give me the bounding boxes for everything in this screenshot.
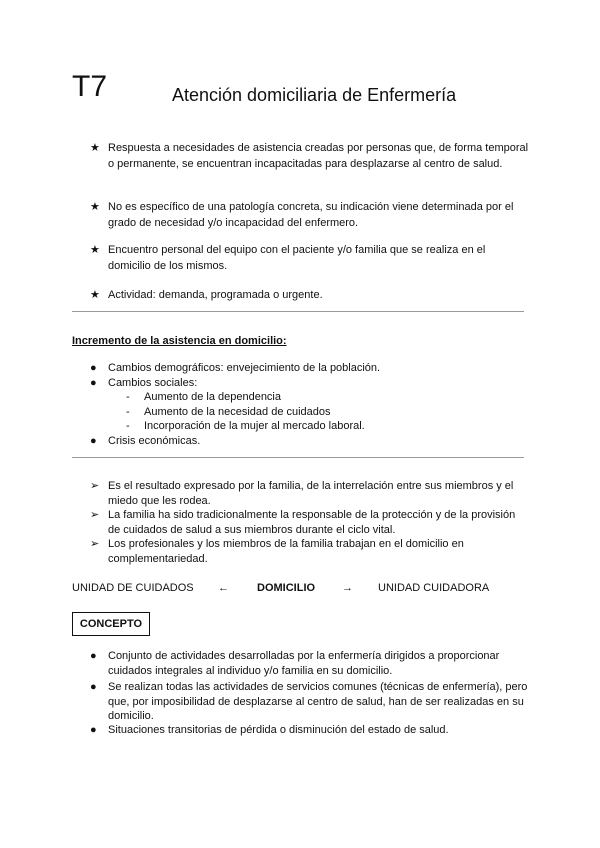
- bullet-icon: ●: [90, 724, 97, 736]
- arrow-bullet-icon: ➢: [90, 538, 100, 550]
- star-icon: ★: [90, 142, 100, 154]
- list-item-text: Cambios sociales:: [108, 377, 198, 389]
- topic-code: T7: [72, 70, 108, 103]
- arrow-bullet-icon: ➢: [90, 480, 100, 492]
- sub-list-item: [126, 405, 331, 420]
- flow-right-label: UNIDAD CUIDADORA: [378, 582, 490, 594]
- section-heading: Incremento de la asistencia en domicilio:: [72, 335, 287, 347]
- family-point: [90, 479, 530, 508]
- page-title: Atención domiciliaria de Enfermería: [172, 85, 457, 105]
- concept-item-text: Conjunto de actividades desarrolladas por la enfermería dirigidos a proporcionar cuidados integrales al individuo y/o familia en su domicilio.: [108, 650, 500, 677]
- sub-list-item-text: Aumento de la necesidad de cuidados: [144, 406, 331, 418]
- list-item-text: Crisis económicas.: [108, 435, 201, 447]
- sub-list-item-text: Incorporación de la mujer al mercado laboral.: [144, 420, 365, 432]
- intro-point: [90, 141, 530, 172]
- dash-icon: -: [126, 406, 130, 418]
- star-icon: ★: [90, 289, 100, 301]
- concept-item: [90, 649, 530, 678]
- divider: [72, 457, 524, 458]
- family-point-text: Los profesionales y los miembros de la familia trabajan en el domicilio en complementariedad.: [108, 538, 464, 565]
- star-icon: ★: [90, 244, 100, 256]
- bullet-icon: ●: [90, 362, 97, 374]
- flow-left-label: UNIDAD DE CUIDADOS: [72, 582, 194, 594]
- dash-icon: -: [126, 420, 130, 432]
- intro-point-text: Encuentro personal del equipo con el paciente y/o familia que se realiza en el domicilio de los mismos.: [108, 244, 486, 272]
- intro-point: [90, 200, 530, 231]
- intro-point-text: Actividad: demanda, programada o urgente.: [108, 289, 323, 301]
- concept-item-text: Situaciones transitorias de pérdida o disminución del estado de salud.: [108, 724, 449, 736]
- flow-center-label: DOMICILIO: [257, 582, 316, 594]
- family-point: [90, 537, 530, 566]
- divider: [72, 311, 524, 312]
- intro-point: [90, 243, 530, 274]
- concept-item: [90, 680, 530, 724]
- family-point-text: Es el resultado expresado por la familia, de la interrelación entre sus miembros y el miedo que les rodea.: [108, 480, 514, 507]
- list-item-text: Cambios demográficos: envejecimiento de la población.: [108, 362, 381, 374]
- bullet-icon: ●: [90, 377, 97, 389]
- family-point: [90, 508, 530, 537]
- intro-point-text: No es específico de una patología concreta, su indicación viene determinada por el grado de necesidad y/o incapacidad del enfermero.: [108, 201, 514, 229]
- dash-icon: -: [126, 391, 130, 403]
- concept-item: [90, 723, 530, 738]
- intro-point-text: Respuesta a necesidades de asistencia creadas por personas que, de forma temporal o permanente, se encuentran incapacitadas para desplazarse al centro de salud.: [108, 142, 529, 170]
- list-item: [90, 376, 530, 391]
- bullet-icon: ●: [90, 650, 97, 662]
- list-item: [90, 434, 530, 449]
- sub-list-item: [126, 390, 281, 405]
- list-item: [90, 361, 530, 376]
- family-point-text: La familia ha sido tradicionalmente la responsable de la protección y de la provisión de cuidados de salud a sus miembros durante el ciclo vital.: [108, 509, 516, 536]
- concept-item-text: Se realizan todas las actividades de servicios comunes (técnicas de enfermería), pero que, por imposibilidad de desplazarse al centro de salud, han de ser realizadas en su domicilio.: [108, 681, 528, 722]
- right-arrow-icon: →: [342, 582, 353, 594]
- sub-list-item-text: Aumento de la dependencia: [144, 391, 281, 403]
- bullet-icon: ●: [90, 435, 97, 447]
- sub-list-item: [126, 419, 365, 434]
- bullet-icon: ●: [90, 681, 97, 693]
- intro-point: [90, 288, 530, 304]
- left-arrow-icon: ←: [218, 582, 229, 594]
- star-icon: ★: [90, 201, 100, 213]
- concept-label: CONCEPTO: [72, 612, 150, 636]
- arrow-bullet-icon: ➢: [90, 509, 100, 521]
